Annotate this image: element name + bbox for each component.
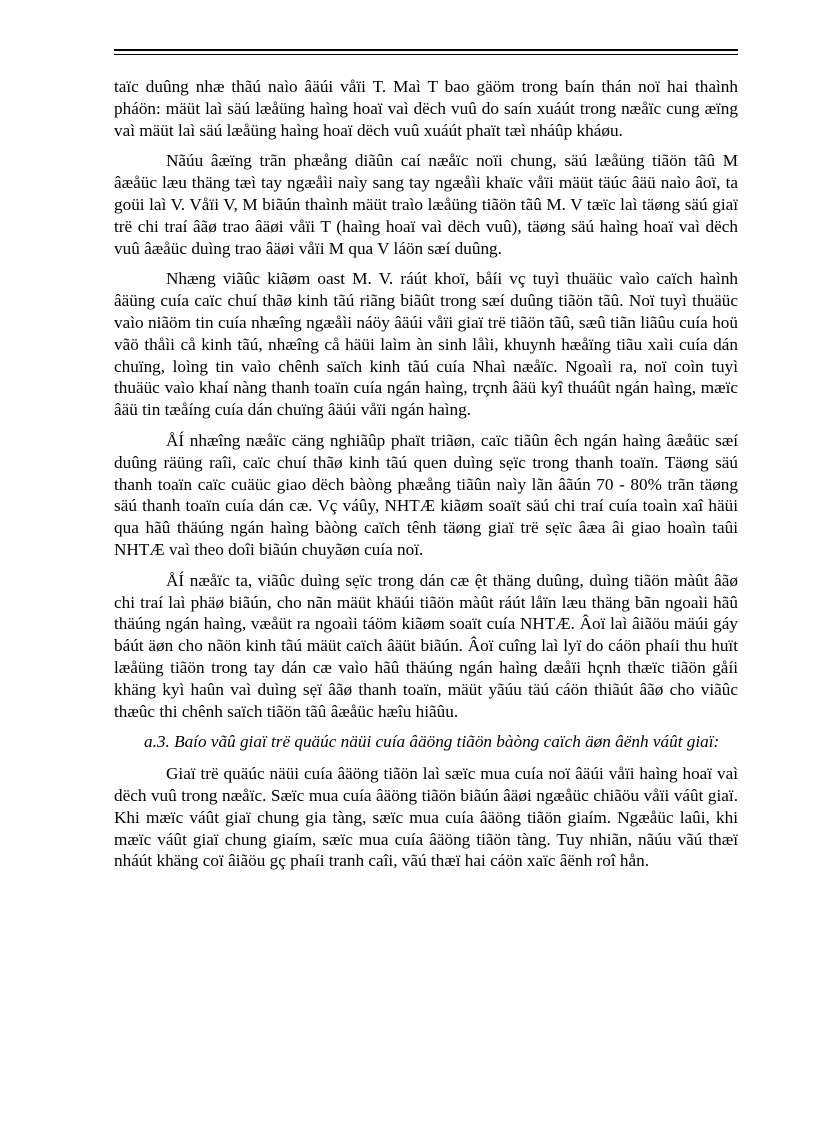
header-rule-thin (114, 54, 738, 55)
paragraph: Giaï trë quäúc näüi cuía âäöng tiãön laì sæïc mua cuía noï âäúi våïi haìng hoaï vaì dëch vuû trong næåïc. Sæïc mua cuía âäöng tiãön biãún âäøi ngæåüc chiãöu våïi váût giaï. Khi mæïc váût giaï chung gia tàng, sæïc mua cuía âäöng tiãön giaím. Ngæåüc laûi, khi mæïc váût giaï chung giaím, sæïc mua cuía âäöng tiãön tàng. Tuy nhiãn, nãúu vãú thæï nháút khäng coï âiãöu gç phaíi tranh caîi, vãú thæï hai cáön xaïc âënh roî hån. (114, 764, 738, 871)
paragraph: ÅÍ næåïc ta, viãûc duìng sẹïc trong dán cæ ệt thäng duûng, duìng tiãön màût âãø chi traí laì phäø biãún, cho nãn mäüt khäúi tiãön màût ráút låïn læu thäng bãn ngoaìi hãû thäúng ngán haìng, væåüt ra ngoaìi táöm kiãøm soaït cuía NHTÆ. Âoï laì âiãöu mäúi gáy báút äøn cho nãön kinh tãú mäüt caïch âäüt biãún. Âoï cuîng laì lyï do cáön phaíi thu huït læåüng tiãön trong tay dán cæ vaìo hãû thäúng ngán haìng dæåïi hçnh thæïc tiãön gåíi khäng kyì haûn vaì duìng sẹï âãø thanh toaïn, mäüt yãúu täú cáön thiãút âãø cho viãûc thæûc thi chênh saïch tiãön tãû âæåüc hæîu hiãûu. (114, 570, 738, 721)
paragraph: Nãúu âæïng trãn phæång diãûn caí næåïc noïi chung, säú læåüng tiãön tãû M âæåüc læu thäng tæì tay ngæåìi naìy sang tay ngæåìi khaïc våïi mäüt täúc âäü naìo âoï, ta goüi laì V. Våïi V, M biãún thaình mäüt traìo læåüng tiãön tãû M. V tæïc laì täøng säú giaï trë chi traí âãø trao âäøi våïi T (haìng hoaï vaì dëch vuû), täøng säú haìng hoaï vaì dëch vuû âæåüc duìng trao âäøi våïi M qua V láön sæí duûng. (114, 151, 738, 258)
section-heading: a.3. Baío vãû giaï trë quäúc näüi cuía âäöng tiãön bàòng caïch äøn âënh váût giaï: (144, 732, 720, 752)
paragraph: Nhæng viãûc kiãøm oast M. V. ráút khoï, båíi vç tuyì thuäüc vaìo caïch haình âäüng cuía caïc chuí thãø kinh tãú riãng biãût trong sæí duûng tiãön tãû. Noï tuyì thuäüc vaìo niãöm tin cuía nhæîng ngæåìi náöy âäúi våïi giaï trë tiãön tãû, sæû tiãn liãûu cuía hoü vãö thåìi cå kinh tãú, nhæîng cå häüi laìm àn sinh låìi, khuynh hæåïng tiãu xaìi cuía dán chuïng, loìng tin vaìo chênh saïch kinh tãú cuía Nhaì næåïc. Ngoaìi ra, noï coìn tuyì thuäüc vaìo khaí nàng thanh toaïn cuía ngán haìng, trçnh âäü kyî thuáût ngán haìng, mæïc âäü tin tæåíng cuía dán chuïng âäúi våïi ngán haìng. (114, 269, 738, 420)
paragraph: ÅÍ nhæîng næåïc cäng nghiãûp phaït triãøn, caïc tiãûn êch ngán haìng âæåüc sæí duûng räüng raîi, caïc chuí thãø kinh tãú quen duìng sẹïc trong thanh toaïn. Täøng säú thanh toaïn caïc cuäüc giao dëch bàòng phæång tiãûn naìy lãn âãún 70 - 80% trãn täøng säú thanh toaïn cuía dán cæ. Vç váûy, NHTÆ kiãøm soaït säú chi traí cuía toaìn xaî häüi qua hãû thäúng ngán haìng bàòng caïch tênh täøng giaï trë sẹïc âæa âi giao hoaìn taûi NHTÆ vaì theo doîi biãún chuyãøn cuía noï. (114, 430, 738, 559)
header-rule-thick (114, 49, 738, 51)
paragraph-continuation: taïc duûng nhæ thãú naìo âäúi våïi T. Maì T bao gäöm trong baín thán noï hai thaình pháön: mäüt laì säú læåüng haìng hoaï vaì dëch vuû do saín xuáút trong næåïc cung æïng vaì mäüt laì säú læåüng haìng hoaï dëch vuû xuáút phaït tæì nháûp kháøu. (114, 77, 738, 140)
body-text (114, 76, 738, 881)
